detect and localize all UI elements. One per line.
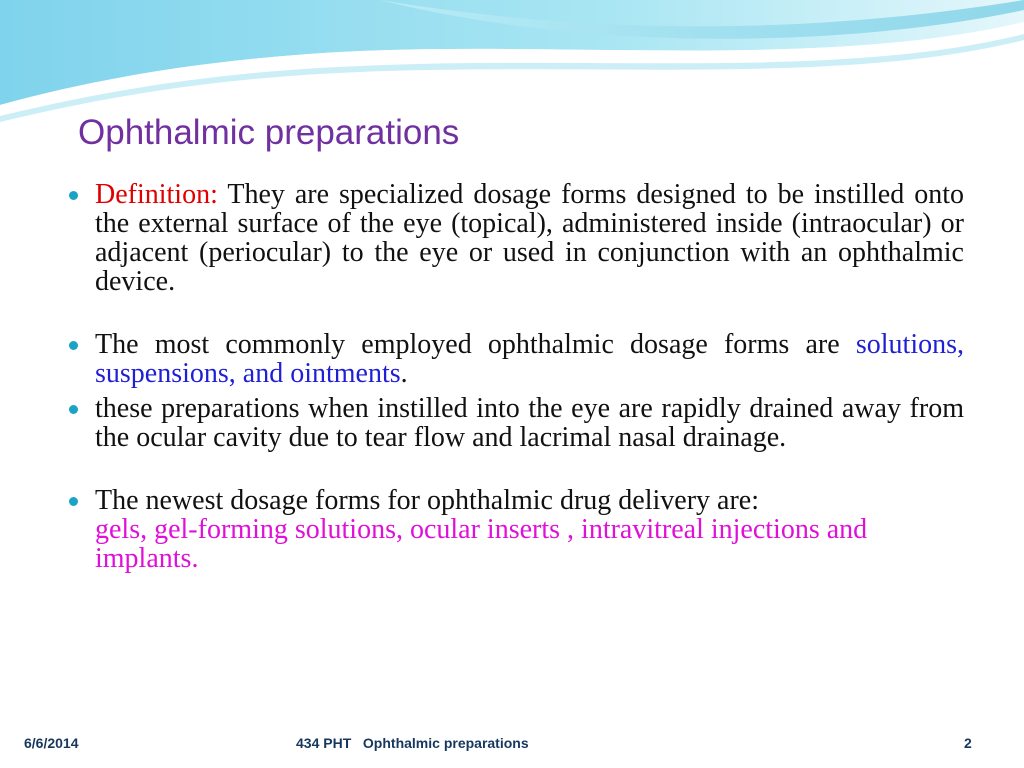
definition-text: They are specialized dosage forms designed to be instilled onto the external surface of the eye (topical), administered inside (intraocular) or adjacent (periocular) to the eye or used in conjunction with an ophthalmic device.	[95, 179, 964, 297]
common-forms-text: The most commonly employed ophthalmic dosage forms are	[95, 329, 856, 360]
bullet-newest-forms	[66, 486, 964, 573]
header-wave-decoration	[0, 0, 1024, 130]
bullet-definition	[66, 180, 964, 296]
definition-label: Definition:	[95, 179, 218, 210]
common-forms-end: .	[400, 358, 408, 389]
newest-forms-text: The newest dosage forms for ophthalmic drug delivery are:	[95, 485, 760, 516]
footer-page-number: 2	[964, 735, 972, 751]
drainage-text: these preparations when instilled into the eye are rapidly drained away from the ocular cavity due to tear flow and lacrimal nasal drainage.	[95, 393, 964, 453]
bullet-drainage	[66, 394, 964, 452]
bullet-common-forms	[66, 330, 964, 388]
slide-title: Ophthalmic preparations	[78, 113, 460, 152]
common-forms-highlight: solutions, suspensions, and ointments	[95, 329, 964, 389]
footer-title: 434 PHT Ophthalmic preparations	[296, 735, 529, 751]
slide-body	[66, 180, 964, 573]
newest-forms-highlight: gels, gel-forming solutions, ocular inserts , intravitreal injections and implants.	[95, 514, 868, 574]
footer-date: 6/6/2014	[24, 735, 79, 751]
